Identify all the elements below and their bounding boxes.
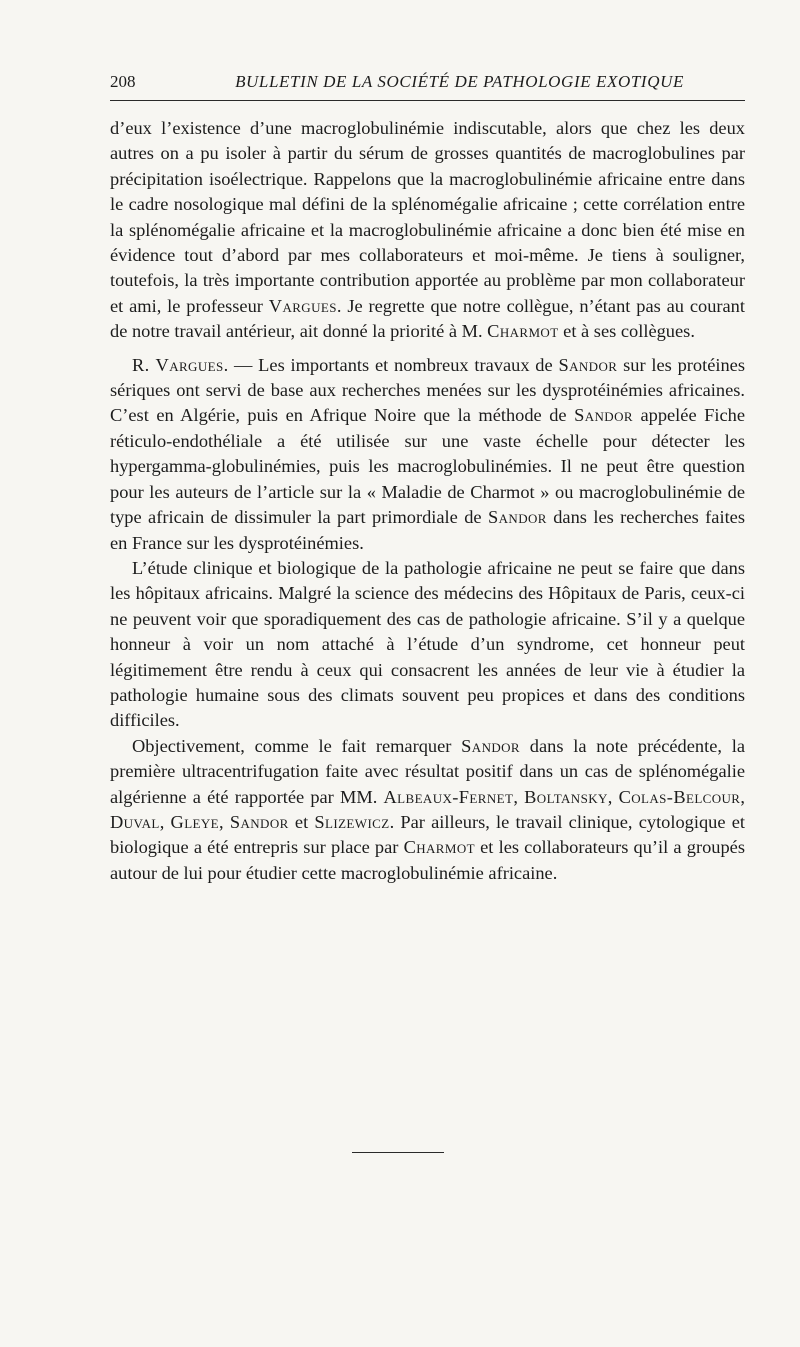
text-run: d’eux l’existence d’une macroglobulinémie indiscutable, alors que chez les deux autres on a pu isoler à partir du sérum de grosses quantités de macroglobulines par précipitation isoélectrique. Rappelons que la macroglobulinémie africaine entre dans le cadre nosologique mal défini de la splénomégalie africaine ; cette corrélation entre la splénomégalie africaine et la macroglobulinémie africaine a donc bien été mise en évidence tout d’abord par mes collaborateurs et moi-même. Je tiens à souligner, toutefois, la très importante contribution apportée au problème par mon collaborateur et ami, le professeur [110,118,745,316]
running-title: BULLETIN DE LA SOCIÉTÉ DE PATHOLOGIE EXOTIQUE [235,72,684,91]
text-run: . Je regrette que notre collègue, n’étant pas au courant de notre travail antérieur, ait donné la priorité à M. [110,295,745,342]
text-run: . Par ailleurs, le travail clinique, cytologique et biologique a été entrepris sur place par [110,811,746,858]
text-run: . — Les importants et nombreux travaux de [223,354,559,375]
author-name: Duval [110,811,160,832]
text-run: et [288,811,315,832]
author-name: Gleye [170,811,220,832]
page-number: 208 [110,72,136,91]
author-name: Charmot [487,321,559,342]
text-run: dans la note précédente, la première ultracentrifugation faite avec résultat positif dans un cas de splénomégalie algérienne a été rapportée par MM. [110,735,745,807]
section-end-rule [352,1152,444,1153]
text-run: , [159,811,171,832]
author-name: Sandor [558,354,618,375]
text-run: L’étude clinique et biologique de la pathologie africaine ne peut se faire que dans les hôpitaux africains. Malgré la science des médecins des Hôpitaux de Paris, ceux-ci ne peuvent voir que sporadiquement des cas de pathologie africaine. S’il y a quelque honneur à voir un nom attaché à l’étude d’un syndrome, cet honneur peut légitimement être rendu à ceux qui consacrent les années de leur vie à étudier la pathologie humaine sous des climats souvent peu propices et dans des conditions difficiles. [110,557,745,731]
speaker-name: R. Vargues [132,354,224,375]
paragraph-1 [110,116,745,345]
text-run: Objectivement, comme le fait remarquer [132,735,462,756]
paragraph-3 [110,556,745,734]
text-run: appelée Fiche réticulo-endothéliale a été utilisée sur une vaste échelle pour détecter les hypergamma-globulinémies, puis les macroglobulinémies. Il ne peut être question pour les auteurs de l’article sur la « Maladie de Charmot » ou macroglobulinémie de type africain de dissimuler la part primordiale de [110,405,745,528]
author-name: Sandor [487,507,547,528]
text-run: sur les protéines sériques ont servi de base aux recherches menées sur les dysprotéinémies africaines. C’est en Algérie, puis en Afrique Noire que la méthode de [110,354,745,426]
author-name: Charmot [403,837,475,858]
author-name: Sandor [574,405,633,426]
text-run: , [513,786,525,807]
text-run: , [607,786,619,807]
text-run: et à ses collègues. [558,321,695,342]
body-text [110,116,745,886]
author-name: Boltansky [524,786,608,807]
running-header [110,72,745,101]
author-name: Vargues [268,295,337,316]
paragraph-2 [110,353,745,556]
text-run: dans les recherches faites en France sur les dysprotéinémies. [110,507,746,553]
text-run: et les collaborateurs qu’il a groupés autour de lui pour étudier cette macroglobulinémie africaine. [110,837,745,883]
author-name: Slizewicz [314,811,390,832]
author-name: Sandor [229,811,289,832]
author-name: Albeaux-Fernet [383,786,514,807]
paragraph-4 [110,734,745,886]
text-run: , [219,811,230,832]
text-run: , [740,786,745,807]
author-name: Colas-Belcour [618,786,741,807]
author-name: Sandor [461,735,521,756]
